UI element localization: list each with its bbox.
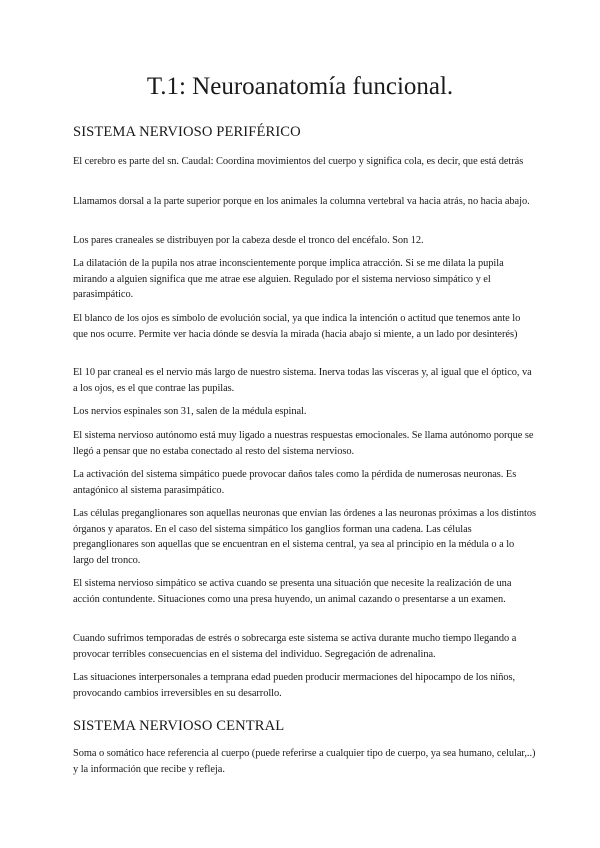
paragraph: Los nervios espinales son 31, salen de la médula espinal. (73, 406, 307, 417)
section-heading-central: SISTEMA NERVIOSO CENTRAL (73, 718, 285, 734)
paragraph: Las situaciones interpersonales a temprana edad pueden producir mermaciones del hipocampo de los niños, provocando cambios irreversibles en su desarrollo. (73, 672, 516, 699)
paragraph: Los pares craneales se distribuyen por la cabeza desde el tronco del encéfalo. Son 12. (73, 235, 424, 246)
paragraph: Cuando sufrimos temporadas de estrés o sobrecarga este sistema se activa durante mucho tiempo llegando a provocar terribles consecuencias en el sistema del individuo. Segregación de adrenalina. (73, 633, 517, 660)
paragraph: La activación del sistema simpático puede provocar daños tales como la pérdida de numerosas neuronas. Es antagónico al sistema parasimpático. (73, 469, 517, 496)
page-title: T.1: Neuroanatomía funcional. (146, 73, 454, 100)
paragraph: El 10 par craneal es el nervio más largo de nuestro sistema. Inerva todas las vísceras y, al igual que el óptico, va a los ojos, es el que contrae las pupilas. (73, 367, 532, 394)
section-heading-peripheral: SISTEMA NERVIOSO PERIFÉRICO (73, 124, 301, 140)
paragraph: La dilatación de la pupila nos atrae inconscientemente porque implica atracción. Si se me dilata la pupila mirando a alguien significa que me atrae ese alguien. Regulado por el sistema nervioso simpático y el parasimpático. (73, 258, 504, 300)
paragraph: Las células preganglionares son aquellas neuronas que envían las órdenes a las neuronas próximas a los distintos órganos y aparatos. En el caso del sistema simpático los ganglios forman una cadena. Las células preganglionares son aquellas que se encuentran en el sistema central, ya sea al principio en la médula o a lo largo del tronco. (73, 508, 537, 566)
paragraph: El sistema nervioso autónomo está muy ligado a nuestras respuestas emocionales. Se llama autónomo porque se llegó a pensar que no estaba conectado al resto del sistema nervioso. (73, 430, 534, 457)
paragraph: El blanco de los ojos es símbolo de evolución social, ya que indica la intención o actitud que tenemos ante lo que nos ocurre. Permite ver hacia dónde se desvía la mirada (hacia abajo si miente, a un lado por desinterés) (73, 313, 521, 340)
paragraph: Llamamos dorsal a la parte superior porque en los animales la columna vertebral va hacia atrás, no hacia abajo. (73, 196, 530, 207)
paragraph: El cerebro es parte del sn. Caudal: Coordina movimientos del cuerpo y significa cola, es decir, que está detrás (73, 156, 524, 167)
paragraph: El sistema nervioso simpático se activa cuando se presenta una situación que necesite la realización de una acción contundente. Situaciones como una presa huyendo, un animal cazando o presentarse a un examen. (73, 578, 512, 605)
paragraph: Soma o somático hace referencia al cuerpo (puede referirse a cualquier tipo de cuerpo, ya sea humano, celular,..) y la información que recibe y refleja. (73, 748, 536, 775)
